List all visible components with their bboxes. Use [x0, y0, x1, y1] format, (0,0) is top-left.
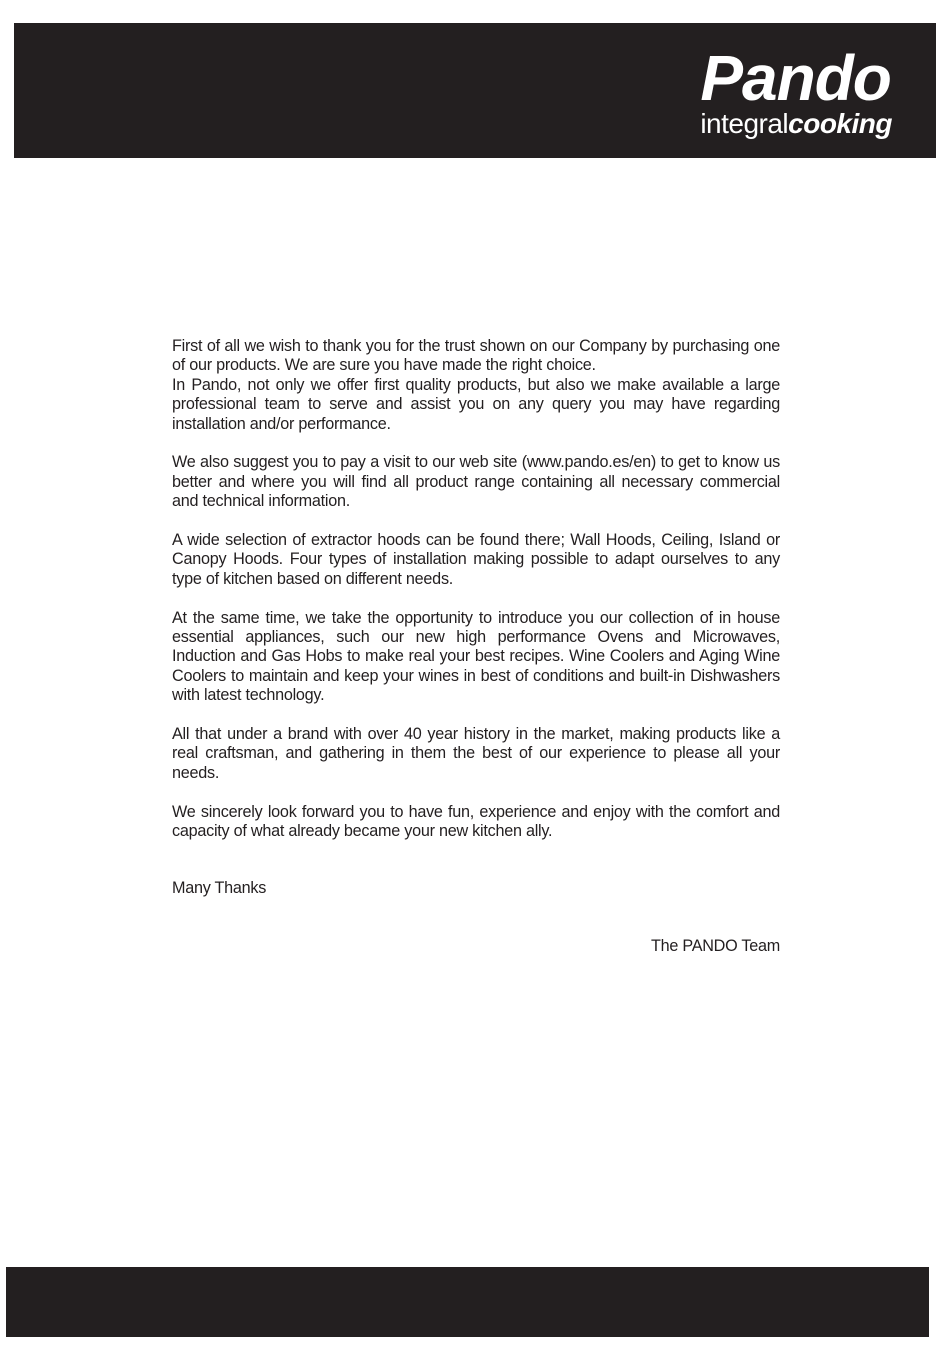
letter-signature: The PANDO Team: [650, 936, 780, 955]
header-band: [14, 23, 936, 158]
letter-paragraph-website: We also suggest you to pay a visit to our web site (www.pando.es/en) to get to know us better and where you will find all product range containing all necessary commercial and technical information.: [172, 453, 780, 511]
letter-paragraph-appliances: At the same time, we take the opportunity to introduce you our collection of in house essential appliances, such our new high performance Ovens and Microwaves, Induction and Gas Hobs to make real your best recipes. Wine Coolers and Aging Wine Coolers to maintain and keep your wines in best of conditions and built-in Dishwashers with latest technology.: [172, 608, 780, 705]
footer-band: [6, 1267, 929, 1337]
letter-body: [172, 337, 780, 956]
logo-tagline-light: integral: [700, 108, 789, 139]
letter-paragraph-thanks: First of all we wish to thank you for the trust shown on our Company by purchasing one of our products. We are sure you have made the right choice.: [172, 337, 780, 375]
letter-paragraph-hoods: A wide selection of extractor hoods can be found there; Wall Hoods, Ceiling, Island or Canopy Hoods. Four types of installation making possible to adapt ourselves to any type of kitchen based on different needs.: [172, 531, 780, 588]
letter-paragraph-team: In Pando, not only we offer first quality products, but also we make available a large professional team to serve and assist you on any query you may have regarding installation and/or performance.: [172, 375, 780, 433]
logo-tagline: [700, 109, 892, 139]
logo-brand-name: Pando: [700, 42, 891, 114]
letter-paragraph-enjoy: We sincerely look forward you to have fun, experience and enjoy with the comfort and capacity of what already became your new kitchen ally.: [172, 802, 780, 841]
pando-logo: [700, 42, 892, 139]
letter-paragraph-history: All that under a brand with over 40 year history in the market, making products like a real craftsman, and gathering in them the best of our experience to please all your needs.: [172, 725, 780, 782]
logo-tagline-bold: cooking: [788, 108, 892, 139]
letter-closing: Many Thanks: [172, 879, 267, 898]
